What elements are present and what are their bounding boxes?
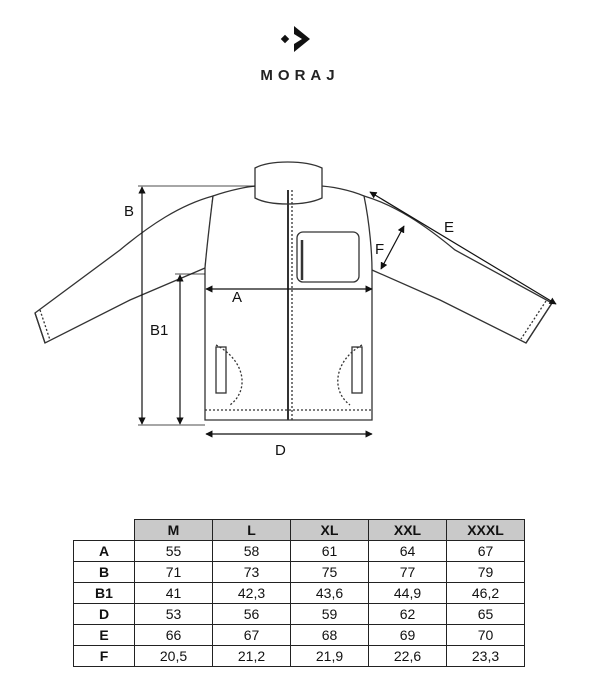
table-row [74, 625, 525, 646]
table-cell: 53 [135, 604, 213, 625]
table-cell: 43,6 [291, 583, 369, 604]
label-a: A [232, 289, 243, 306]
jacket-diagram [0, 150, 600, 480]
table-cell: 68 [291, 625, 369, 646]
table-cell: 22,6 [369, 646, 447, 667]
table-cell: 46,2 [447, 583, 525, 604]
table-cell: 64 [369, 541, 447, 562]
table-cell: 69 [369, 625, 447, 646]
size-table [73, 519, 525, 667]
size-header: XL [291, 520, 369, 541]
row-label: B1 [74, 583, 135, 604]
table-cell: 70 [447, 625, 525, 646]
row-label: A [74, 541, 135, 562]
table-corner [74, 520, 135, 541]
table-row [74, 541, 525, 562]
table-cell: 79 [447, 562, 525, 583]
size-header: L [213, 520, 291, 541]
right-sleeve [364, 196, 552, 343]
table-cell: 62 [369, 604, 447, 625]
table-row [74, 562, 525, 583]
label-b: B [124, 203, 135, 220]
table-row [74, 583, 525, 604]
table-cell: 73 [213, 562, 291, 583]
table-row [74, 646, 525, 667]
size-header-row [74, 520, 525, 541]
table-cell: 42,3 [213, 583, 291, 604]
moraj-logo-icon [280, 22, 320, 56]
table-cell: 58 [213, 541, 291, 562]
brand-logo [0, 22, 600, 84]
row-label: D [74, 604, 135, 625]
table-cell: 55 [135, 541, 213, 562]
row-label: E [74, 625, 135, 646]
table-cell: 44,9 [369, 583, 447, 604]
table-cell: 77 [369, 562, 447, 583]
table-cell: 66 [135, 625, 213, 646]
table-cell: 61 [291, 541, 369, 562]
label-b1: B1 [150, 322, 169, 339]
label-d: D [275, 442, 286, 459]
table-cell: 65 [447, 604, 525, 625]
size-header: XXL [369, 520, 447, 541]
row-label: F [74, 646, 135, 667]
table-cell: 75 [291, 562, 369, 583]
table-cell: 21,9 [291, 646, 369, 667]
label-f: F [375, 241, 385, 258]
size-header: M [135, 520, 213, 541]
table-row [74, 604, 525, 625]
table-cell: 23,3 [447, 646, 525, 667]
size-header: XXXL [447, 520, 525, 541]
table-cell: 67 [447, 541, 525, 562]
row-label: B [74, 562, 135, 583]
label-e: E [444, 219, 455, 236]
table-cell: 59 [291, 604, 369, 625]
jacket-outline [35, 162, 552, 420]
table-cell: 67 [213, 625, 291, 646]
table-cell: 20,5 [135, 646, 213, 667]
table-cell: 41 [135, 583, 213, 604]
table-cell: 21,2 [213, 646, 291, 667]
table-cell: 71 [135, 562, 213, 583]
table-cell: 56 [213, 604, 291, 625]
brand-name: MORAJ [260, 67, 340, 84]
